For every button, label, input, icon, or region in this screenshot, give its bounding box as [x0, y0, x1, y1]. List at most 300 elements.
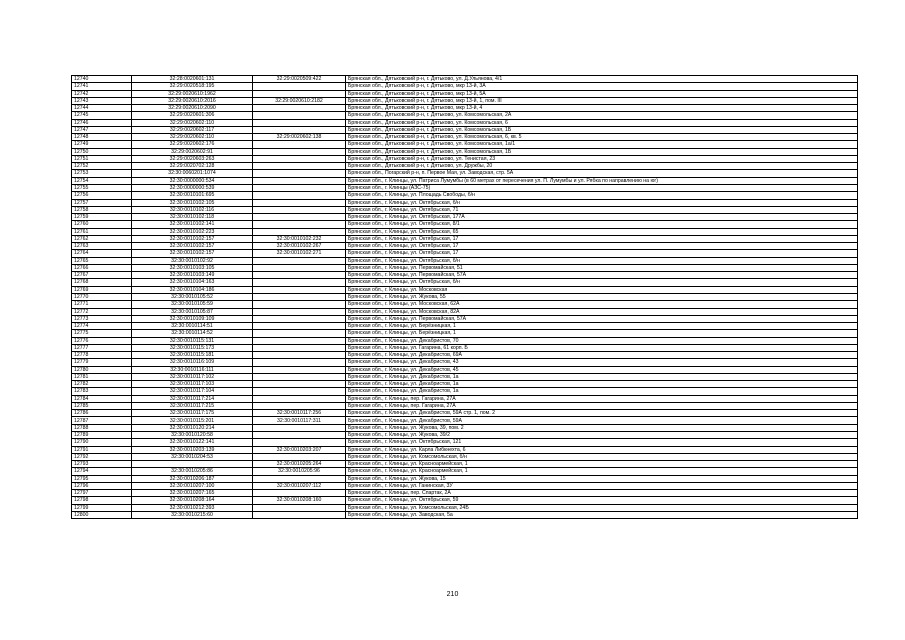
premises-cadastral-number-cell: [253, 105, 346, 112]
premises-cadastral-number-cell: 32:30:0010102:232: [253, 235, 346, 242]
cadastral-number-cell: 32:30:0010203:139: [132, 446, 253, 453]
row-number-cell: 12773: [72, 315, 132, 322]
address-cell: Брянская обл., г. Клинцы, ул. Октябрьская, 65: [346, 228, 858, 235]
premises-cadastral-number-cell: [253, 453, 346, 460]
row-number-cell: 12789: [72, 432, 132, 439]
premises-cadastral-number-cell: [253, 264, 346, 271]
cadastral-number-cell: 32:30:0010101:695: [132, 192, 253, 199]
row-number-cell: 12796: [72, 482, 132, 489]
table-row: [72, 344, 858, 351]
premises-cadastral-number-cell: [253, 424, 346, 431]
row-number-cell: 12772: [72, 308, 132, 315]
address-cell: Брянская обл., г. Клинцы, ул. Декабристов, 59А стр. 1, пом. 2: [346, 410, 858, 417]
row-number-cell: 12761: [72, 228, 132, 235]
address-cell: Брянская обл., Дятьковский р-н, г. Дятьково, ул. Комсомольская, 6, кв. 5: [346, 134, 858, 141]
row-number-cell: 12784: [72, 395, 132, 402]
table-row: [72, 446, 858, 453]
premises-cadastral-number-cell: [253, 402, 346, 409]
table-row: [72, 184, 858, 191]
row-number-cell: 12753: [72, 170, 132, 177]
premises-cadastral-number-cell: [253, 119, 346, 126]
table-row: [72, 76, 858, 83]
premises-cadastral-number-cell: [253, 272, 346, 279]
row-number-cell: 12741: [72, 83, 132, 90]
row-number-cell: 12776: [72, 337, 132, 344]
table-row: [72, 395, 858, 402]
table-row: [72, 293, 858, 300]
address-cell: Брянская обл., г. Клинцы, ул. Декабристов, 59А: [346, 417, 858, 424]
premises-cadastral-number-cell: [253, 184, 346, 191]
cadastral-number-cell: 32:30:0010212:393: [132, 504, 253, 511]
address-cell: Брянская обл., г. Клинцы, ул. Декабристов, 1а: [346, 373, 858, 380]
premises-cadastral-number-cell: 32:30:0010205:96: [253, 468, 346, 475]
cadastral-number-cell: 32:29:0020610:2016: [132, 97, 253, 104]
premises-cadastral-number-cell: 32:30:0010102:267: [253, 243, 346, 250]
table-row: [72, 388, 858, 395]
cadastral-number-cell: 32:29:0020602:110: [132, 119, 253, 126]
premises-cadastral-number-cell: [253, 112, 346, 119]
address-cell: Брянская обл., г. Клинцы, ул. Берёзницкая, 1: [346, 330, 858, 337]
premises-cadastral-number-cell: [253, 221, 346, 228]
row-number-cell: 12779: [72, 359, 132, 366]
cadastral-number-cell: 32:30:0010205:86: [132, 468, 253, 475]
cadastral-number-cell: 32:30:0010105:87: [132, 308, 253, 315]
cadastral-number-cell: 32:30:0010105:59: [132, 301, 253, 308]
row-number-cell: 12774: [72, 323, 132, 330]
row-number-cell: 12744: [72, 105, 132, 112]
cadastral-number-cell: 32:30:0010115:181: [132, 352, 253, 359]
premises-cadastral-number-cell: [253, 308, 346, 315]
address-cell: Брянская обл., г. Клинцы, ул. Октябрьская, 71: [346, 206, 858, 213]
row-number-cell: 12790: [72, 439, 132, 446]
premises-cadastral-number-cell: [253, 293, 346, 300]
premises-cadastral-number-cell: [253, 90, 346, 97]
row-number-cell: 12743: [72, 97, 132, 104]
row-number-cell: 12797: [72, 490, 132, 497]
premises-cadastral-number-cell: [253, 199, 346, 206]
address-cell: Брянская обл., г. Клинцы, ул. Московская, 62А: [346, 301, 858, 308]
address-cell: Брянская обл., г. Клинцы, ул. Декабристов, 69А: [346, 352, 858, 359]
row-number-cell: 12754: [72, 177, 132, 184]
row-number-cell: 12771: [72, 301, 132, 308]
cadastral-number-cell: 32:30:0010204:53: [132, 453, 253, 460]
address-cell: Брянская обл., г. Клинцы, ул. Московская, 82А: [346, 308, 858, 315]
cadastral-number-cell: 32:30:0010102:223: [132, 228, 253, 235]
cadastral-number-cell: 32:30:0010115:131: [132, 337, 253, 344]
address-cell: Брянская обл., г. Клинцы, пер. Гагарина, 27А: [346, 395, 858, 402]
row-number-cell: 12745: [72, 112, 132, 119]
cadastral-number-cell: 32:29:0020518:195: [132, 83, 253, 90]
premises-cadastral-number-cell: [253, 301, 346, 308]
cadastral-number-cell: 32:28:0020601:131: [132, 76, 253, 83]
address-cell: Брянская обл., Дятьковский р-н, г. Дятьково, ул. Комсомольская, 1Б: [346, 126, 858, 133]
row-number-cell: 12778: [72, 352, 132, 359]
row-number-cell: 12747: [72, 126, 132, 133]
row-number-cell: 12793: [72, 461, 132, 468]
cadastral-number-cell: 32:29:0020603:263: [132, 155, 253, 162]
address-cell: Брянская обл., г. Клинцы, ул. Октябрьская, б/н: [346, 257, 858, 264]
cadastral-number-cell: 32:30:0010114:51: [132, 323, 253, 330]
cadastral-number-cell: 32:30:0010207:100: [132, 482, 253, 489]
premises-cadastral-number-cell: [253, 315, 346, 322]
premises-cadastral-number-cell: [253, 388, 346, 395]
table-row: [72, 301, 858, 308]
row-number-cell: 12746: [72, 119, 132, 126]
table-row: [72, 424, 858, 431]
row-number-cell: 12760: [72, 221, 132, 228]
address-cell: Брянская обл., г. Клинцы, ул. Жукова, 55: [346, 293, 858, 300]
table-row: [72, 453, 858, 460]
cadastral-number-cell: 32:30:0010122:141: [132, 439, 253, 446]
premises-cadastral-number-cell: [253, 286, 346, 293]
row-number-cell: 12768: [72, 279, 132, 286]
cadastral-number-cell: 32:30:0010102:157: [132, 235, 253, 242]
cadastral-number-cell: 32:30:0010117:215: [132, 402, 253, 409]
address-cell: Брянская обл., г. Клинцы, ул. Октябрьская, 17: [346, 243, 858, 250]
table-row: [72, 141, 858, 148]
address-cell: Брянская обл., Дятьковский р-н, г. Дятьково, ул. Тенистая, 23: [346, 155, 858, 162]
row-number-cell: 12795: [72, 475, 132, 482]
address-cell: Брянская обл., г. Клинцы, ул. Московская: [346, 286, 858, 293]
table-row: [72, 330, 858, 337]
table-row: [72, 105, 858, 112]
address-cell: Брянская обл., г. Клинцы, ул. Октябрьская, 17: [346, 250, 858, 257]
table-row: [72, 199, 858, 206]
premises-cadastral-number-cell: [253, 359, 346, 366]
premises-cadastral-number-cell: [253, 432, 346, 439]
row-number-cell: 12752: [72, 163, 132, 170]
cadastral-number-cell: 32:29:0020602:117: [132, 126, 253, 133]
address-cell: Брянская обл., г. Клинцы, ул. Декабристов, 70: [346, 337, 858, 344]
cadastral-number-cell: 32:30:0010120:58: [132, 432, 253, 439]
table-row: [72, 402, 858, 409]
cadastral-number-cell: [132, 461, 253, 468]
table-row: [72, 490, 858, 497]
premises-cadastral-number-cell: [253, 148, 346, 155]
address-cell: Брянская обл., г. Клинцы, ул. Октябрьская, 121: [346, 439, 858, 446]
table-row: [72, 432, 858, 439]
table-row: [72, 410, 858, 417]
address-cell: Брянская обл., г. Клинцы, пер. Гагарина, 27А: [346, 402, 858, 409]
row-number-cell: 12787: [72, 417, 132, 424]
row-number-cell: 12798: [72, 497, 132, 504]
table-row: [72, 504, 858, 511]
premises-cadastral-number-cell: 32:30:0010208:160: [253, 497, 346, 504]
registry-table-body: [72, 76, 858, 519]
table-row: [72, 439, 858, 446]
table-row: [72, 381, 858, 388]
cadastral-number-cell: 32:29:0020601:306: [132, 112, 253, 119]
premises-cadastral-number-cell: [253, 177, 346, 184]
row-number-cell: 12770: [72, 293, 132, 300]
page-number: 210: [446, 591, 459, 598]
premises-cadastral-number-cell: [253, 126, 346, 133]
cadastral-number-cell: 32:29:0020602:176: [132, 141, 253, 148]
cadastral-number-cell: 32:30:0010117:103: [132, 381, 253, 388]
premises-cadastral-number-cell: [253, 511, 346, 518]
row-number-cell: 12785: [72, 402, 132, 409]
address-cell: Брянская обл., г. Клинцы, ул. Жукова, 15: [346, 475, 858, 482]
address-cell: Брянская обл., Дятьковский р-н, г. Дятьково, ул. Д.Ульянова, 4/1: [346, 76, 858, 83]
table-row: [72, 134, 858, 141]
premises-cadastral-number-cell: 32:30:0010102:271: [253, 250, 346, 257]
row-number-cell: 12786: [72, 410, 132, 417]
table-row: [72, 475, 858, 482]
premises-cadastral-number-cell: [253, 352, 346, 359]
premises-cadastral-number-cell: [253, 395, 346, 402]
table-row: [72, 170, 858, 177]
table-row: [72, 352, 858, 359]
table-row: [72, 221, 858, 228]
cadastral-number-cell: 32:30:0010102:116: [132, 206, 253, 213]
premises-cadastral-number-cell: 32:30:0010207:112: [253, 482, 346, 489]
row-number-cell: 12762: [72, 235, 132, 242]
address-cell: Брянская обл., г. Клинцы, ул. Патриса Лумумбы (в 60 метрах от пересечения ул. П. Лумумбы и ул. Рябка по направлению на юг): [346, 177, 858, 184]
table-row: [72, 373, 858, 380]
row-number-cell: 12758: [72, 206, 132, 213]
address-cell: Брянская обл., Дятьковский р-н, г. Дятьково, ул. Комсомольская, 2А: [346, 112, 858, 119]
table-row: [72, 228, 858, 235]
address-cell: Брянская обл., г. Клинцы, ул. Карла Либкнехта, 6: [346, 446, 858, 453]
table-row: [72, 214, 858, 221]
cadastral-number-cell: 32:30:0010208:164: [132, 497, 253, 504]
premises-cadastral-number-cell: [253, 439, 346, 446]
table-row: [72, 177, 858, 184]
table-row: [72, 337, 858, 344]
table-row: [72, 286, 858, 293]
premises-cadastral-number-cell: [253, 490, 346, 497]
table-row: [72, 323, 858, 330]
row-number-cell: 12791: [72, 446, 132, 453]
row-number-cell: 12751: [72, 155, 132, 162]
address-cell: Брянская обл., г. Клинцы, ул. Жукова, 39, пом. 2: [346, 424, 858, 431]
premises-cadastral-number-cell: [253, 475, 346, 482]
table-row: [72, 315, 858, 322]
row-number-cell: 12748: [72, 134, 132, 141]
table-row: [72, 206, 858, 213]
row-number-cell: 12800: [72, 511, 132, 518]
address-cell: Брянская обл., г. Клинцы, ул. Декабристов, 45: [346, 366, 858, 373]
address-cell: Брянская обл., г. Клинцы, ул. Первомайская, 51: [346, 264, 858, 271]
table-row: [72, 264, 858, 271]
table-row: [72, 126, 858, 133]
cadastral-number-cell: 32:30:0010115:173: [132, 344, 253, 351]
cadastral-number-cell: 32:30:0010104:186: [132, 286, 253, 293]
cadastral-number-cell: 32:29:0020602:91: [132, 148, 253, 155]
table-row: [72, 272, 858, 279]
cadastral-number-cell: 32:30:0010103:149: [132, 272, 253, 279]
table-row: [72, 257, 858, 264]
table-row: [72, 155, 858, 162]
table-row: [72, 163, 858, 170]
address-cell: Брянская обл., г. Клинцы, ул. Ганинская, 3У: [346, 482, 858, 489]
address-cell: Брянская обл., г. Клинцы, ул. Жукова, 39/2: [346, 432, 858, 439]
premises-cadastral-number-cell: 32:29:0020610:2182: [253, 97, 346, 104]
premises-cadastral-number-cell: [253, 257, 346, 264]
table-row: [72, 417, 858, 424]
cadastral-number-cell: 32:30:0010215:60: [132, 511, 253, 518]
cadastral-number-cell: 32:30:0010102:157: [132, 243, 253, 250]
address-cell: Брянская обл., г. Клинцы, ул. Первомайская, 57А: [346, 315, 858, 322]
row-number-cell: 12799: [72, 504, 132, 511]
table-row: [72, 192, 858, 199]
row-number-cell: 12780: [72, 366, 132, 373]
address-cell: Брянская обл., г. Клинцы, ул. Первомайская, 57А: [346, 272, 858, 279]
address-cell: Брянская обл., г. Клинцы, ул. Комсомольская, 24Б: [346, 504, 858, 511]
table-row: [72, 482, 858, 489]
table-row: [72, 112, 858, 119]
cadastral-number-cell: 32:30:0010105:52: [132, 293, 253, 300]
address-cell: Брянская обл., г. Клинцы, ул. Берёзницкая, 1: [346, 323, 858, 330]
table-row: [72, 250, 858, 257]
cadastral-number-cell: 32:30:0010104:163: [132, 279, 253, 286]
address-cell: Брянская обл., г. Клинцы, ул. Декабристов, 1а: [346, 381, 858, 388]
address-cell: Брянская обл., г. Клинцы, ул. Комсомольская, б/н: [346, 453, 858, 460]
table-row: [72, 468, 858, 475]
row-number-cell: 12792: [72, 453, 132, 460]
cadastral-number-cell: 32:30:0000000:534: [132, 177, 253, 184]
table-row: [72, 511, 858, 518]
address-cell: Брянская обл., г. Клинцы, ул. Октябрьская, 17: [346, 235, 858, 242]
table-row: [72, 308, 858, 315]
row-number-cell: 12740: [72, 76, 132, 83]
address-cell: Брянская обл., Погарский р-н, п. Первое Мая, ул. Заводская, стр. 5А: [346, 170, 858, 177]
cadastral-number-cell: 32:29:0020610:2090: [132, 105, 253, 112]
row-number-cell: 12794: [72, 468, 132, 475]
address-cell: Брянская обл., Дятьковский р-н, г. Дятьково, ул. Комсомольская, 1а/1: [346, 141, 858, 148]
row-number-cell: 12750: [72, 148, 132, 155]
table-row: [72, 366, 858, 373]
premises-cadastral-number-cell: [253, 170, 346, 177]
address-cell: Брянская обл., г. Клинцы, ул. Красноармейская, 1: [346, 461, 858, 468]
table-row: [72, 148, 858, 155]
table-row: [72, 235, 858, 242]
row-number-cell: 12766: [72, 264, 132, 271]
cadastral-number-cell: 32:30:0010115:201: [132, 417, 253, 424]
table-row: [72, 90, 858, 97]
row-number-cell: 12777: [72, 344, 132, 351]
premises-cadastral-number-cell: [253, 323, 346, 330]
row-number-cell: 12759: [72, 214, 132, 221]
premises-cadastral-number-cell: [253, 373, 346, 380]
table-row: [72, 359, 858, 366]
row-number-cell: 12788: [72, 424, 132, 431]
address-cell: Брянская обл., Дятьковский р-н, г. Дятьково, ул. Дружбы, 20: [346, 163, 858, 170]
address-cell: Брянская обл., г. Клинцы (АЗС-75): [346, 184, 858, 191]
premises-cadastral-number-cell: [253, 381, 346, 388]
premises-cadastral-number-cell: [253, 141, 346, 148]
cadastral-number-cell: 32:30:0010206:187: [132, 475, 253, 482]
row-number-cell: 12742: [72, 90, 132, 97]
cadastral-number-cell: 32:30:0010117:104: [132, 388, 253, 395]
cadastral-number-cell: 32:30:0010102:92: [132, 257, 253, 264]
cadastral-number-cell: 32:30:0010117:102: [132, 373, 253, 380]
table-row: [72, 119, 858, 126]
premises-cadastral-number-cell: [253, 214, 346, 221]
cadastral-number-cell: 32:29:0020602:110: [132, 134, 253, 141]
cadastral-number-cell: 32:29:0020702:128: [132, 163, 253, 170]
cadastral-number-cell: 32:30:0010102:141: [132, 221, 253, 228]
address-cell: Брянская обл., г. Клинцы, ул. Декабристов, 43: [346, 359, 858, 366]
cadastral-number-cell: 32:30:0010102:157: [132, 250, 253, 257]
row-number-cell: 12782: [72, 381, 132, 388]
address-cell: Брянская обл., г. Клинцы, ул. Октябрьская, 8/1: [346, 221, 858, 228]
row-number-cell: 12775: [72, 330, 132, 337]
cadastral-number-cell: 32:30:0010117:214: [132, 395, 253, 402]
premises-cadastral-number-cell: [253, 228, 346, 235]
cadastral-number-cell: 32:30:0060201:1074: [132, 170, 253, 177]
premises-cadastral-number-cell: [253, 163, 346, 170]
cadastral-number-cell: 32:30:0010102:105: [132, 199, 253, 206]
address-cell: Брянская обл., Дятьковский р-н, г. Дятьково, мкр 13-й, 1, пом. III: [346, 97, 858, 104]
row-number-cell: 12767: [72, 272, 132, 279]
cadastral-number-cell: 32:30:0010102:118: [132, 214, 253, 221]
premises-cadastral-number-cell: 32:29:0020509:422: [253, 76, 346, 83]
premises-cadastral-number-cell: 32:30:0010205:264: [253, 461, 346, 468]
cadastral-number-cell: 32:30:0010117:175: [132, 410, 253, 417]
cadastral-number-cell: 32:30:0010207:165: [132, 490, 253, 497]
address-cell: Брянская обл., г. Клинцы, ул. Гагарина, 61 корп. Б: [346, 344, 858, 351]
row-number-cell: 12764: [72, 250, 132, 257]
row-number-cell: 12769: [72, 286, 132, 293]
address-cell: Брянская обл., Дятьковский р-н, г. Дятьково, ул. Комсомольская, 1Б: [346, 148, 858, 155]
table-row: [72, 83, 858, 90]
cadastral-number-cell: 32:30:0010120:214: [132, 424, 253, 431]
registry-table: [71, 75, 858, 519]
cadastral-number-cell: 32:30:0000000:539: [132, 184, 253, 191]
row-number-cell: 12763: [72, 243, 132, 250]
cadastral-number-cell: 32:30:0010103:105: [132, 264, 253, 271]
premises-cadastral-number-cell: [253, 344, 346, 351]
row-number-cell: 12781: [72, 373, 132, 380]
table-row: [72, 497, 858, 504]
table-row: [72, 461, 858, 468]
row-number-cell: 12749: [72, 141, 132, 148]
address-cell: Брянская обл., г. Клинцы, ул. Красноармейская, 1: [346, 468, 858, 475]
row-number-cell: 12783: [72, 388, 132, 395]
table-row: [72, 97, 858, 104]
premises-cadastral-number-cell: [253, 279, 346, 286]
address-cell: Брянская обл., г. Клинцы, ул. Октябрьская, б/н: [346, 279, 858, 286]
cadastral-number-cell: 32:30:0010116:109: [132, 359, 253, 366]
address-cell: Брянская обл., г. Клинцы, ул. Площадь Свободы, б/н: [346, 192, 858, 199]
address-cell: Брянская обл., г. Клинцы, ул. Декабристов, 1а: [346, 388, 858, 395]
premises-cadastral-number-cell: 32:30:0010117:311: [253, 417, 346, 424]
cadastral-number-cell: 32:30:0010109:109: [132, 315, 253, 322]
address-cell: Брянская обл., г. Клинцы, ул. Заводская, 5а: [346, 511, 858, 518]
row-number-cell: 12756: [72, 192, 132, 199]
premises-cadastral-number-cell: 32:30:0010203:207: [253, 446, 346, 453]
address-cell: Брянская обл., г. Клинцы, ул. Октябрьская, 59: [346, 497, 858, 504]
premises-cadastral-number-cell: [253, 337, 346, 344]
address-cell: Брянская обл., Дятьковский р-н, г. Дятьково, ул. Комсомольская, 6: [346, 119, 858, 126]
premises-cadastral-number-cell: [253, 330, 346, 337]
premises-cadastral-number-cell: [253, 155, 346, 162]
table-row: [72, 279, 858, 286]
address-cell: Брянская обл., г. Клинцы, ул. Октябрьская, 177А: [346, 214, 858, 221]
cadastral-number-cell: 32:29:0020610:1962: [132, 90, 253, 97]
cadastral-number-cell: 32:30:0010114:52: [132, 330, 253, 337]
address-cell: Брянская обл., г. Клинцы, пер. Спартак, 2А: [346, 490, 858, 497]
premises-cadastral-number-cell: 32:30:0010117:256: [253, 410, 346, 417]
row-number-cell: 12757: [72, 199, 132, 206]
table-row: [72, 243, 858, 250]
cadastral-number-cell: 32:30:0010116:111: [132, 366, 253, 373]
premises-cadastral-number-cell: [253, 192, 346, 199]
row-number-cell: 12765: [72, 257, 132, 264]
row-number-cell: 12755: [72, 184, 132, 191]
address-cell: Брянская обл., Дятьковский р-н, г. Дятьково, мкр 13-й, 3А: [346, 83, 858, 90]
